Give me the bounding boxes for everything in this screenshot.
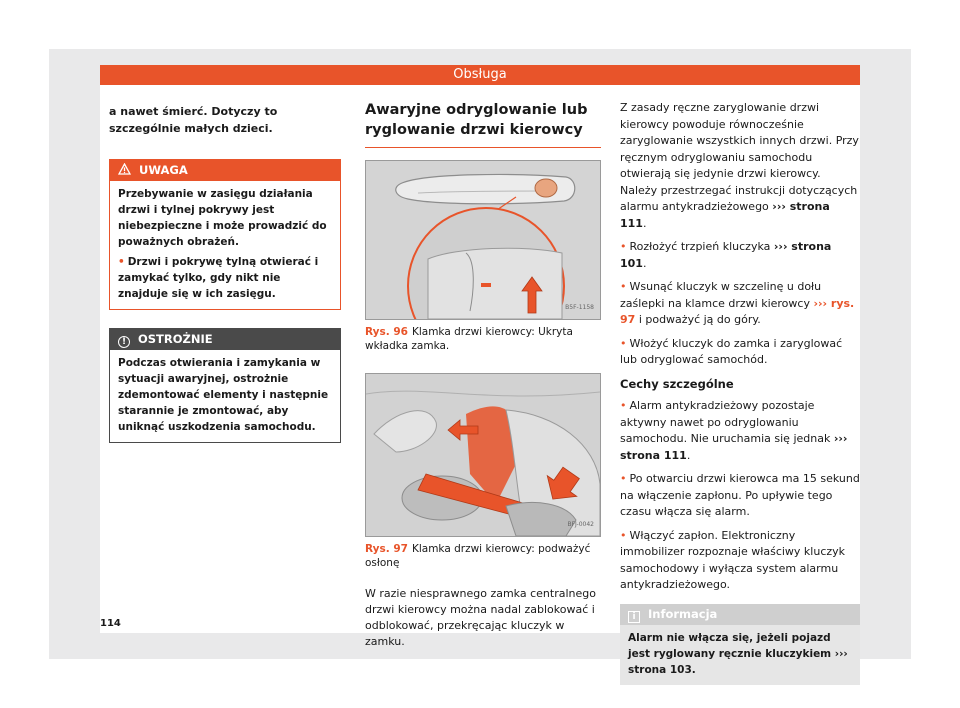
list-item: • Rozłożyć trzpień kluczyka ››› strona 101.: [620, 240, 832, 270]
list-item: • Włączyć zapłon. Elektroniczny immobilizer rozpoznaje właściwy kluczyk samochodowy i wyłącza system alarmu antykradzieżowego.: [620, 528, 846, 591]
figure-96: [365, 160, 601, 320]
bullet-icon: •: [620, 399, 627, 412]
column-left: [109, 104, 341, 443]
caution-text: Podczas otwierania i zamykania w sytuacji awaryjnej, ostrożnie zdemontować elementy i następnie starannie je zmontować, aby uniknąć uszkodzenia samochodu.: [118, 357, 329, 433]
figure-97-caption: Rys. 97 Klamka drzwi kierowcy: podważyć osłonę: [365, 543, 591, 569]
info-icon: i: [628, 611, 640, 623]
figure-code: BFJ-0042: [567, 520, 594, 528]
warning-bullet: • Drzwi i pokrywę tylną otwierać i zamykać tylko, gdy nikt nie znajduje się w ich zasięgu.: [118, 256, 319, 300]
figure-97: [365, 373, 601, 537]
bullet-icon: •: [620, 528, 627, 542]
info-body: Alarm nie włącza się, jeżeli pojazd jest ryglowany ręcznie kluczykiem ››› strona 103.: [628, 631, 848, 676]
warning-box: [109, 159, 341, 310]
list-item: • Po otwarciu drzwi kierowca ma 15 sekund na włączenie zapłonu. Po upływie tego czasu włącza się alarm.: [620, 472, 860, 518]
column-right: [620, 100, 860, 685]
body-paragraph: Z zasady ręczne zaryglowanie drzwi kierowcy powoduje równocześnie zaryglowanie wszystkich innych drzwi. Przy ręcznym odryglowaniu samochodu otwierają się jedynie drzwi kierowcy. Należy przestrzegać instrukcji dotyczących alarmu antykradzieżowego ››› strona 111.: [620, 101, 859, 230]
figure-link[interactable]: ››› rys. 97: [620, 296, 855, 326]
page-link[interactable]: ››› strona 101: [620, 240, 832, 270]
info-header: [620, 604, 860, 625]
page-number: 114: [100, 618, 121, 629]
warning-header: [110, 160, 340, 181]
list-item: • Włożyć kluczyk do zamka i zaryglować lub odryglować samochód.: [620, 336, 843, 366]
page-link[interactable]: ››› strona 103: [628, 647, 848, 676]
section-title: Awaryjne odryglowanie lub ryglowanie drzwi kierowcy: [365, 100, 601, 148]
figure-code: B5F-1158: [565, 303, 594, 311]
bullet-icon: •: [620, 240, 627, 253]
warning-title: UWAGA: [139, 163, 188, 177]
info-box: [620, 604, 860, 685]
list-item: • Wsunąć kluczyk w szczelinę u dołu zaślepki na klamce drzwi kierowcy ››› rys. 97 i podważyć ją do góry.: [620, 280, 855, 326]
list-item: • Alarm antykradzieżowy pozostaje aktywny nawet po odryglowaniu samochodu. Nie uruchamia się jednak ››› strona 111.: [620, 399, 848, 462]
warning-body: [110, 181, 340, 309]
warning-triangle-icon: [118, 163, 131, 175]
bullet-icon: •: [118, 256, 125, 268]
caution-box: [109, 328, 341, 443]
page-link[interactable]: ››› strona 111: [620, 432, 848, 462]
figure-96-caption: Rys. 96 Klamka drzwi kierowcy: Ukryta wkładka zamka.: [365, 326, 573, 352]
warning-text: Przebywanie w zasięgu działania drzwi i tylnej pokrywy jest niebezpieczne i może prowadzić do poważnych obrażeń.: [118, 188, 327, 248]
door-handle-lock-illustration: [366, 161, 600, 319]
caution-header: [110, 329, 340, 350]
pry-cover-illustration: [366, 374, 600, 536]
page-link[interactable]: ››› strona 111: [620, 200, 830, 230]
subheading: Cechy szczególne: [620, 376, 734, 391]
intro-text: a nawet śmierć. Dotyczy to szczególnie małych dzieci.: [109, 105, 278, 135]
page-header: Obsługa: [100, 65, 860, 85]
exclamation-circle-icon: !: [118, 336, 130, 348]
body-paragraph: W razie niesprawnego zamka centralnego drzwi kierowcy można nadal zablokować i odblokować, przekręcając kluczyk w zamku.: [365, 587, 596, 648]
bullet-icon: •: [620, 336, 627, 350]
figure-number: Rys. 97: [365, 543, 408, 555]
column-middle: [365, 100, 601, 657]
figure-number: Rys. 96: [365, 326, 408, 338]
bullet-icon: •: [620, 280, 627, 293]
bullet-icon: •: [620, 472, 627, 485]
caution-title: OSTROŻNIE: [138, 332, 213, 346]
info-title: Informacja: [648, 606, 718, 621]
